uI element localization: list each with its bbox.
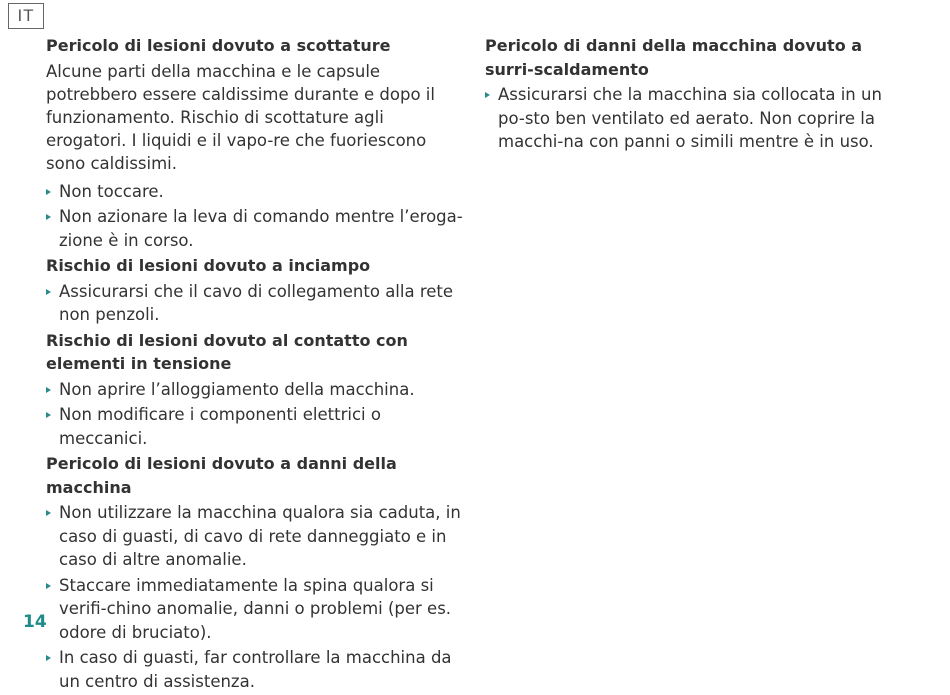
list-item-text: Non utilizzare la macchina qualora sia caduta, in caso di guasti, di cavo di rete danneggiato e in caso di altre anomalie. [59,503,461,569]
bullet-triangle-icon [485,92,490,98]
list-item [46,205,466,252]
list-item [46,646,466,693]
list-item [46,403,466,450]
right-column [485,34,890,156]
left-column [46,34,466,695]
section-heading-tripping: Rischio di lesioni dovuto a inciampo [46,256,371,275]
bullet-triangle-icon [46,655,51,661]
bullet-triangle-icon [46,214,51,220]
list-item-text: Non toccare. [59,181,164,201]
list-item [46,378,466,402]
section-heading-burns: Pericolo di lesioni dovuto a scottature [46,36,391,55]
list-item-text: Assicurarsi che il cavo di collegamento alla rete non penzoli. [59,281,454,324]
bullet-triangle-icon [46,510,51,516]
bullet-triangle-icon [46,583,51,589]
list-item-text: Non azionare la leva di comando mentre l’eroga-zione è in corso. [59,207,463,250]
list-item [46,501,466,572]
bullet-list-burns [46,180,466,253]
section-paragraph-burns: Alcune parti della macchina e le capsule potrebbero essere caldissime durante e dopo il funzionamento. Rischio di scottature agli erogatori. I liquidi e il vapo-re che fuoriescono sono caldissimi. [46,61,435,173]
list-item-text: Non aprire l’alloggiamento della macchina. [59,379,415,399]
bullet-list-electrical [46,378,466,451]
bullet-triangle-icon [46,412,51,418]
list-item [46,180,466,204]
list-item [485,83,890,154]
list-item-text: Non modificare i componenti elettrici o meccanici. [59,405,381,448]
bullet-list-overheating [485,83,890,154]
list-item-text: Assicurarsi che la macchina sia collocata in un po-sto ben ventilato ed aerato. Non coprire la macchi-na con panni o simili mentre è in uso. [498,85,882,151]
section-heading-overheating: Pericolo di danni della macchina dovuto a surri-scaldamento [485,36,863,79]
page-number: 14 [23,612,47,632]
list-item-text: In caso di guasti, far controllare la macchina da un centro di assistenza. [59,648,452,691]
section-heading-electrical: Rischio di lesioni dovuto al contatto con elementi in tensione [46,330,408,373]
list-item [46,574,466,645]
list-item-text: Staccare immediatamente la spina qualora si verifi-chino anomalie, danni o problemi (per es. odore di bruciato). [59,575,452,642]
language-tag: IT [8,3,44,29]
bullet-triangle-icon [46,387,51,393]
list-item [46,280,466,327]
bullet-list-tripping [46,280,466,327]
bullet-triangle-icon [46,289,51,295]
section-heading-machine-damage: Pericolo di lesioni dovuto a danni della macchina [46,454,397,497]
bullet-list-machine-damage [46,501,466,693]
bullet-triangle-icon [46,189,51,195]
